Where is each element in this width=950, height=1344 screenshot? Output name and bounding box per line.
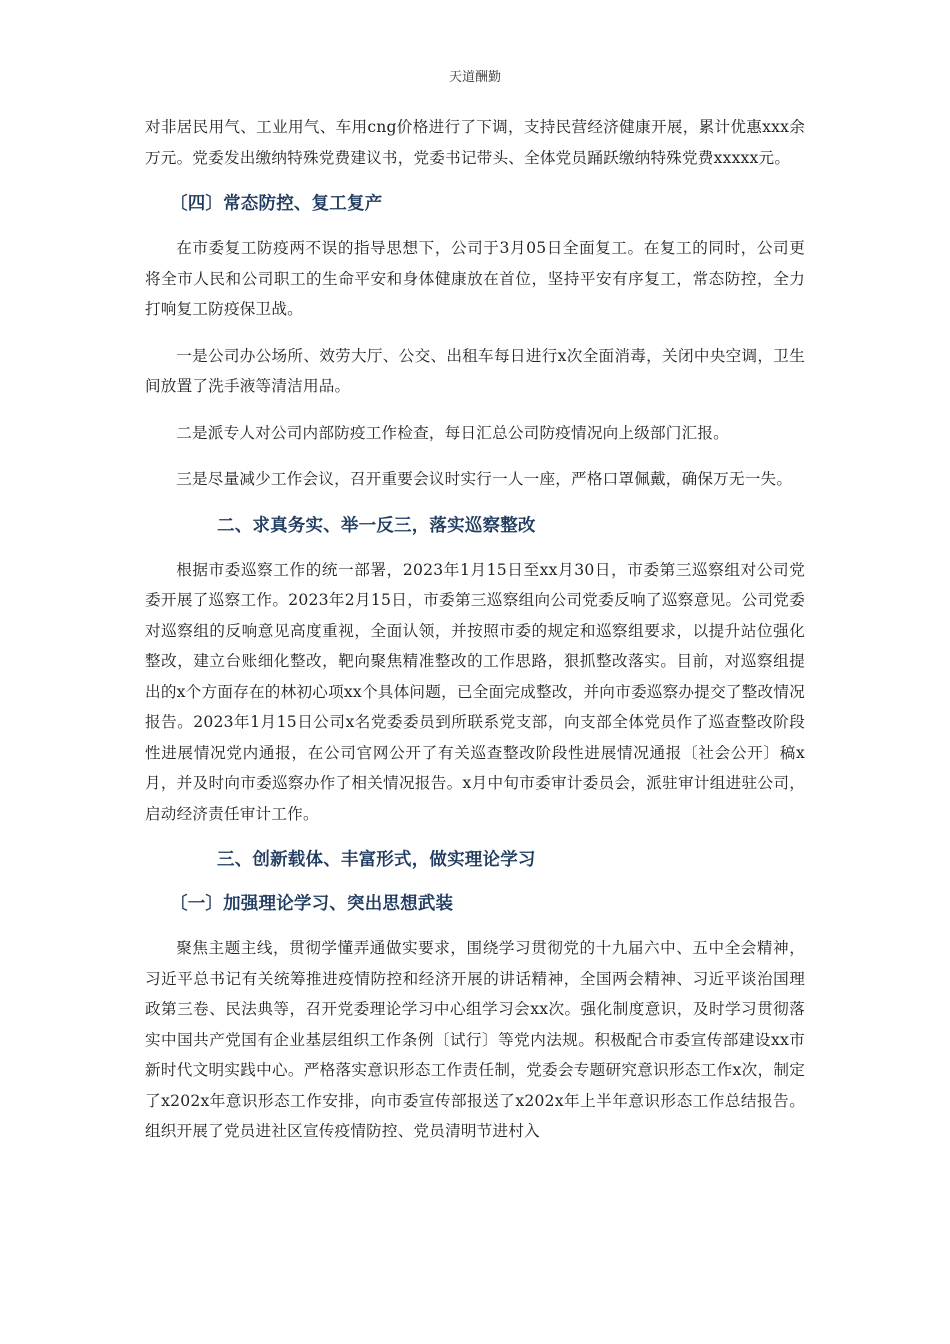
paragraph: 二是派专人对公司内部防疫工作检查，每日汇总公司防疫情况向上级部门汇报。 bbox=[176, 423, 729, 442]
page-header: 天道酬勤 bbox=[448, 70, 501, 85]
document-body bbox=[145, 112, 805, 1163]
paragraph: 聚焦主题主线，贯彻学懂弄通做实要求，围绕学习贯彻党的十九届六中、五中全会精神，习近平总书记有关统筹推进疫情防控和经济开展的讲话精神，全国两会精神、习近平谈治国理政第三卷、民法典等，召开党委理论学习中心组学习会xx次。强化制度意识，及时学习贯彻落实中国共产党国有企业基层组织工作条例〔试行〕等党内法规。积极配合市委宣传部建设xx市新时代文明实践中心。严格落实意识形态工作责任制，党委会专题研究意识形态工作x次，制定了x202x年意识形态工作安排，向市委宣传部报送了x202x年上半年意识形态工作总结报告。组织开展了党员进社区宣传疫情防控、党员清明节进村入 bbox=[145, 939, 805, 1140]
paragraph: 一是公司办公场所、效劳大厅、公交、出租车每日进行x次全面消毒，关闭中央空调，卫生间放置了洗手液等清洁用品。 bbox=[145, 346, 805, 395]
section-heading-one: 〔一〕加强理论学习、突出思想武装 bbox=[170, 894, 454, 914]
section-heading-two: 二、求真务实、举一反三，落实巡察整改 bbox=[217, 515, 536, 536]
paragraph: 根据市委巡察工作的统一部署，2023年1月15日至xx月30日，市委第三巡察组对公司党委开展了巡察工作。2023年2月15日，市委第三巡察组向公司党委反响了巡察意见。公司党委对巡察组的反响意见高度重视，全面认领，并按照市委的规定和巡察组要求，以提升站位强化整改，建立台账细化整改，靶向聚焦精准整改的工作思路，狠抓整改落实。目前，对巡察组提出的x个方面存在的林初心项xx个具体问题，已全面完成整改，并向市委巡察办提交了整改情况报告。2023年1月15日公司x名党委委员到所联系党支部，向支部全体党员作了巡查整改阶段性进展情况党内通报，在公司官网公开了有关巡查整改阶段性进展情况通报〔社会公开〕稿x月，并及时向市委巡察办作了相关情况报告。x月中旬市委审计委员会，派驻审计组进驻公司，启动经济责任审计工作。 bbox=[145, 560, 805, 823]
paragraph: 三是尽量减少工作会议，召开重要会议时实行一人一座，严格口罩佩戴，确保万无一失。 bbox=[176, 470, 793, 488]
section-heading-three: 三、创新载体、丰富形式，做实理论学习 bbox=[217, 850, 536, 870]
paragraph-continuation: 对非居民用气、工业用气、车用cng价格进行了下调，支持民营经济健康开展，累计优惠xxx余万元。党委发出缴纳特殊党费建议书，党委书记带头、全体党员踊跃缴纳特殊党费xxxxx元。 bbox=[145, 118, 805, 167]
paragraph: 在市委复工防疫两不误的指导思想下，公司于3月05日全面复工。在复工的同时，公司更将全市人民和公司职工的生命平安和身体健康放在首位，坚持平安有序复工，常态防控，全力打响复工防疫保卫战。 bbox=[145, 239, 805, 318]
section-heading-4: 〔四〕常态防控、复工复产 bbox=[170, 194, 383, 214]
